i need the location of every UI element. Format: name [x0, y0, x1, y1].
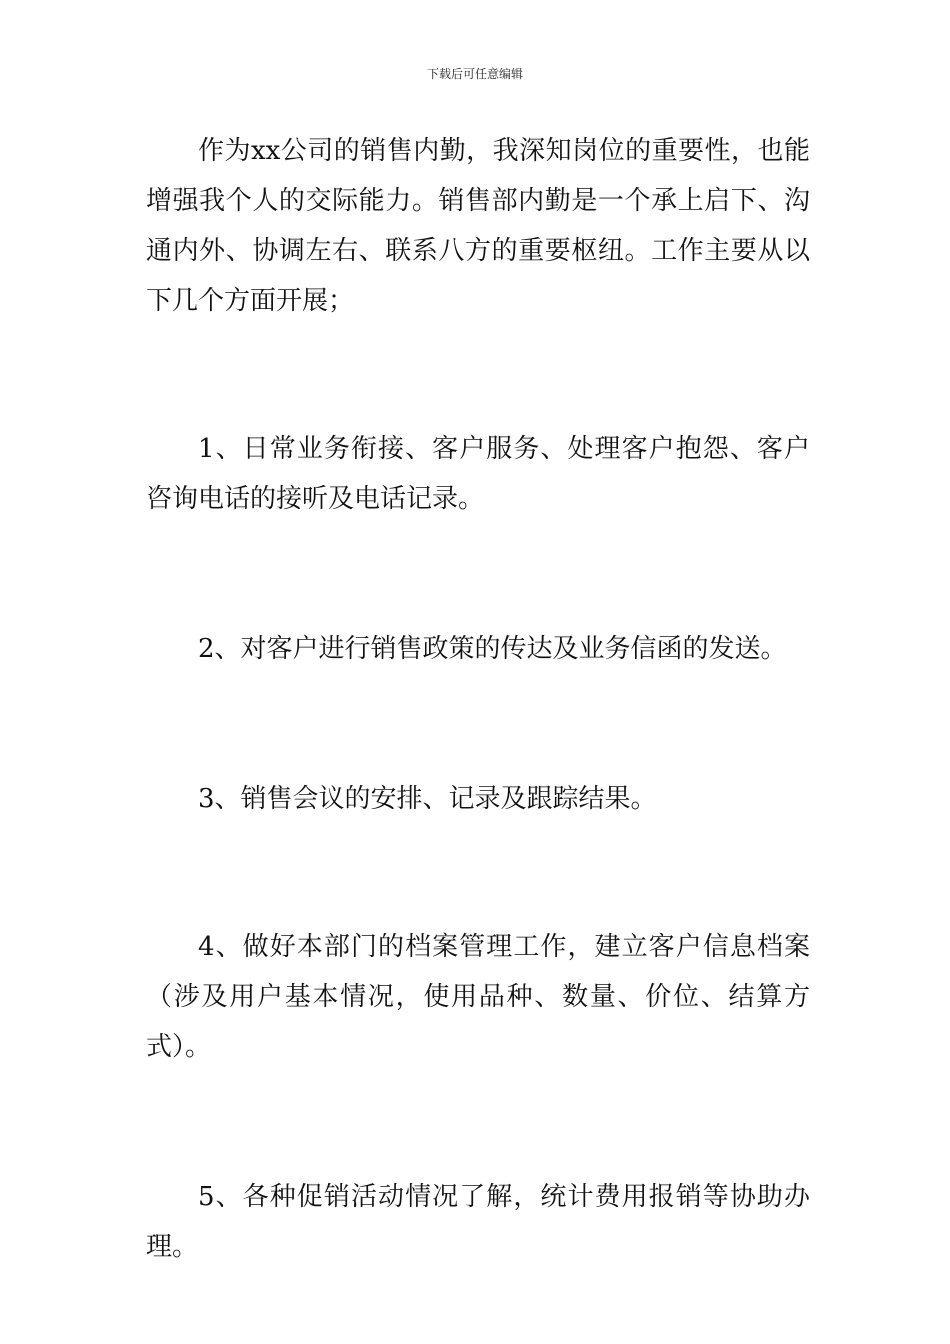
- intro-paragraph: 作为xx公司的销售内勤，我深知岗位的重要性，也能增强我个人的交际能力。销售部内勤是一个承上启下、沟通内外、协调左右、联系八方的重要枢纽。工作主要从以下几个方面开展；: [146, 136, 810, 316]
- list-item-5: 5、各种促销活动情况了解，统计费用报销等协助办理。: [146, 1182, 810, 1262]
- list-item-1: 1、日常业务衔接、客户服务、处理客户抱怨、客户咨询电话的接听及电话记录。: [146, 434, 810, 514]
- list-item-2: 2、对客户进行销售政策的传达及业务信函的发送。: [198, 634, 787, 664]
- page-header-note: 下载后可任意编辑: [426, 67, 523, 81]
- list-item-3: 3、销售会议的安排、记录及跟踪结果。: [198, 784, 657, 814]
- list-item-4: 4、做好本部门的档案管理工作，建立客户信息档案（涉及用户基本情况，使用品种、数量、价位、结算方式）。: [146, 932, 810, 1062]
